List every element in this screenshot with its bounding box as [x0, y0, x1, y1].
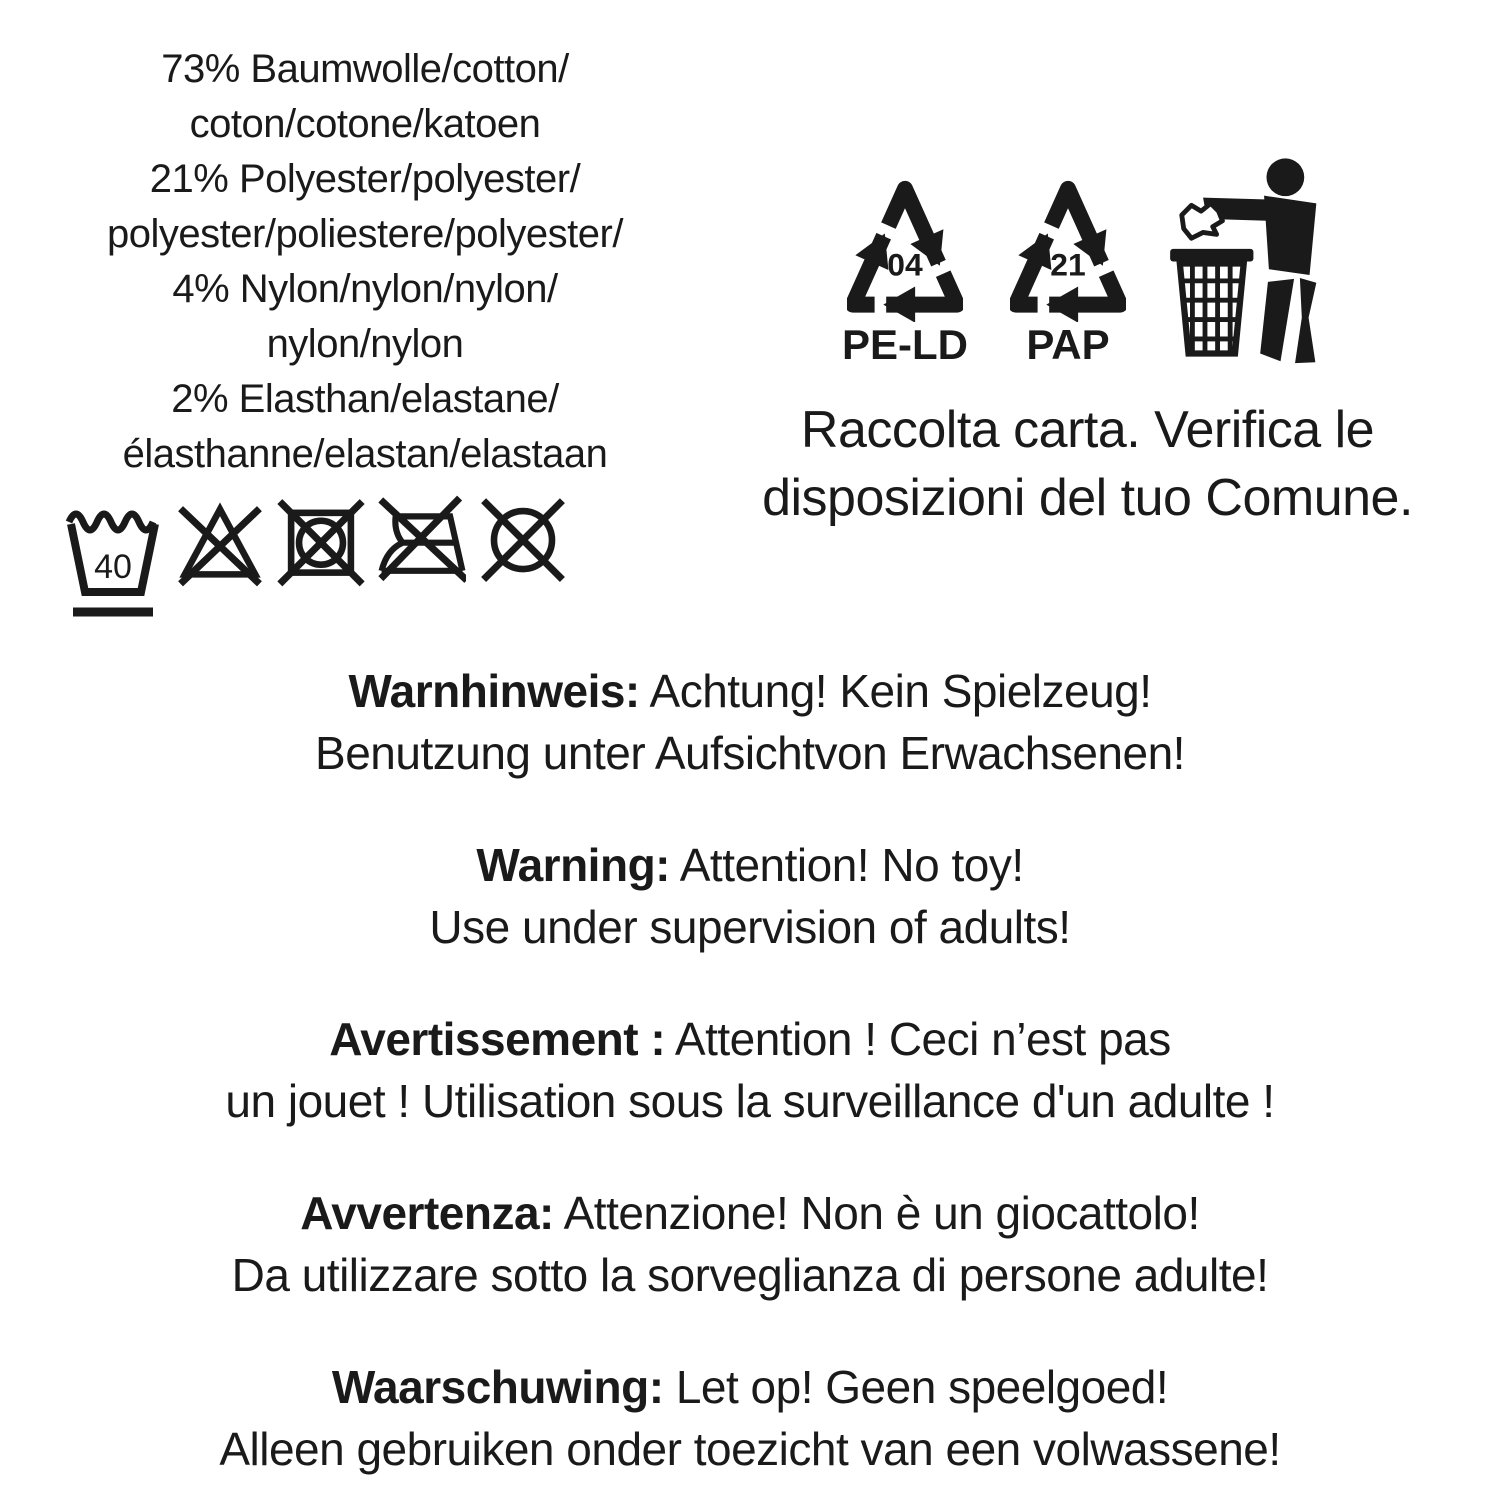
composition-line: nylon/nylon — [266, 322, 464, 366]
composition-line: polyester/poliestere/polyester/ — [107, 212, 623, 256]
svg-text:21: 21 — [1050, 246, 1086, 283]
composition-line: 4% Nylon/nylon/nylon/ — [172, 267, 558, 311]
do-not-bleach-icon — [176, 490, 264, 606]
warning-text: Attention! No toy! — [679, 839, 1024, 891]
do-not-iron-icon — [378, 490, 466, 606]
warning-label: Waarschuwing: — [331, 1361, 664, 1413]
composition-line: 73% Baumwolle/cotton/ — [161, 47, 569, 91]
recycle-material-label: PAP — [1026, 321, 1110, 368]
top-section — [0, 42, 1500, 622]
warning-text: Use under supervision of adults! — [429, 901, 1071, 953]
warning-text: Achtung! Kein Spielzeug! — [649, 665, 1152, 717]
composition-line: 21% Polyester/polyester/ — [149, 157, 581, 201]
right-column — [675, 42, 1500, 532]
caption-line: Raccolta carta. Verifica le — [800, 401, 1375, 459]
warning-label: Warning: — [476, 839, 670, 891]
paper-collection-note — [675, 396, 1500, 532]
warning-text: Attenzione! Non è un giocattolo! — [563, 1187, 1200, 1239]
composition-line: élasthanne/elastan/elastaan — [122, 432, 608, 476]
warning-label: Avertissement : — [329, 1013, 666, 1065]
svg-text:04: 04 — [887, 246, 923, 283]
tidyman-litter-disposal-icon — [1168, 155, 1333, 368]
warning-label: Avvertenza: — [300, 1187, 554, 1239]
warning-label: Warnhinweis: — [348, 665, 640, 717]
do-not-dry-clean-icon — [479, 490, 567, 606]
warnings-section — [0, 660, 1500, 1480]
warning-french — [0, 1008, 1500, 1132]
warning-text: Da utilizzare sotto la sorveglianza di persone adulte! — [231, 1249, 1269, 1301]
fiber-composition — [55, 42, 675, 482]
care-symbols-row — [55, 490, 675, 622]
recycle-mobius-loop-icon — [1010, 170, 1126, 322]
recycle-material-label: PE-LD — [842, 321, 968, 368]
warning-dutch — [0, 1356, 1500, 1480]
warning-italian — [0, 1182, 1500, 1306]
warning-text: un jouet ! Utilisation sous la surveillance d'un adulte ! — [225, 1075, 1275, 1127]
wash-40-mild-icon — [63, 490, 163, 622]
composition-line: 2% Elasthan/elastane/ — [171, 377, 559, 421]
recycling-symbols-row — [675, 155, 1500, 368]
warning-german — [0, 660, 1500, 784]
warning-text: Benutzung unter Aufsichtvon Erwachsenen! — [315, 727, 1185, 779]
do-not-tumble-dry-icon — [277, 490, 365, 606]
warning-text: Attention ! Ceci n’est pas — [674, 1013, 1171, 1065]
warning-text: Let op! Geen speelgoed! — [675, 1361, 1169, 1413]
left-column — [55, 42, 675, 622]
warning-english — [0, 834, 1500, 958]
warning-text: Alleen gebruiken onder toezicht van een volwassene! — [219, 1423, 1281, 1475]
svg-text:40: 40 — [94, 548, 132, 586]
recycle-code-pap — [1010, 170, 1126, 368]
caption-line: disposizioni del tuo Comune. — [762, 469, 1413, 527]
recycle-mobius-loop-icon — [847, 170, 963, 322]
composition-line: coton/cotone/katoen — [189, 102, 541, 146]
recycle-code-pe-ld — [842, 170, 968, 368]
